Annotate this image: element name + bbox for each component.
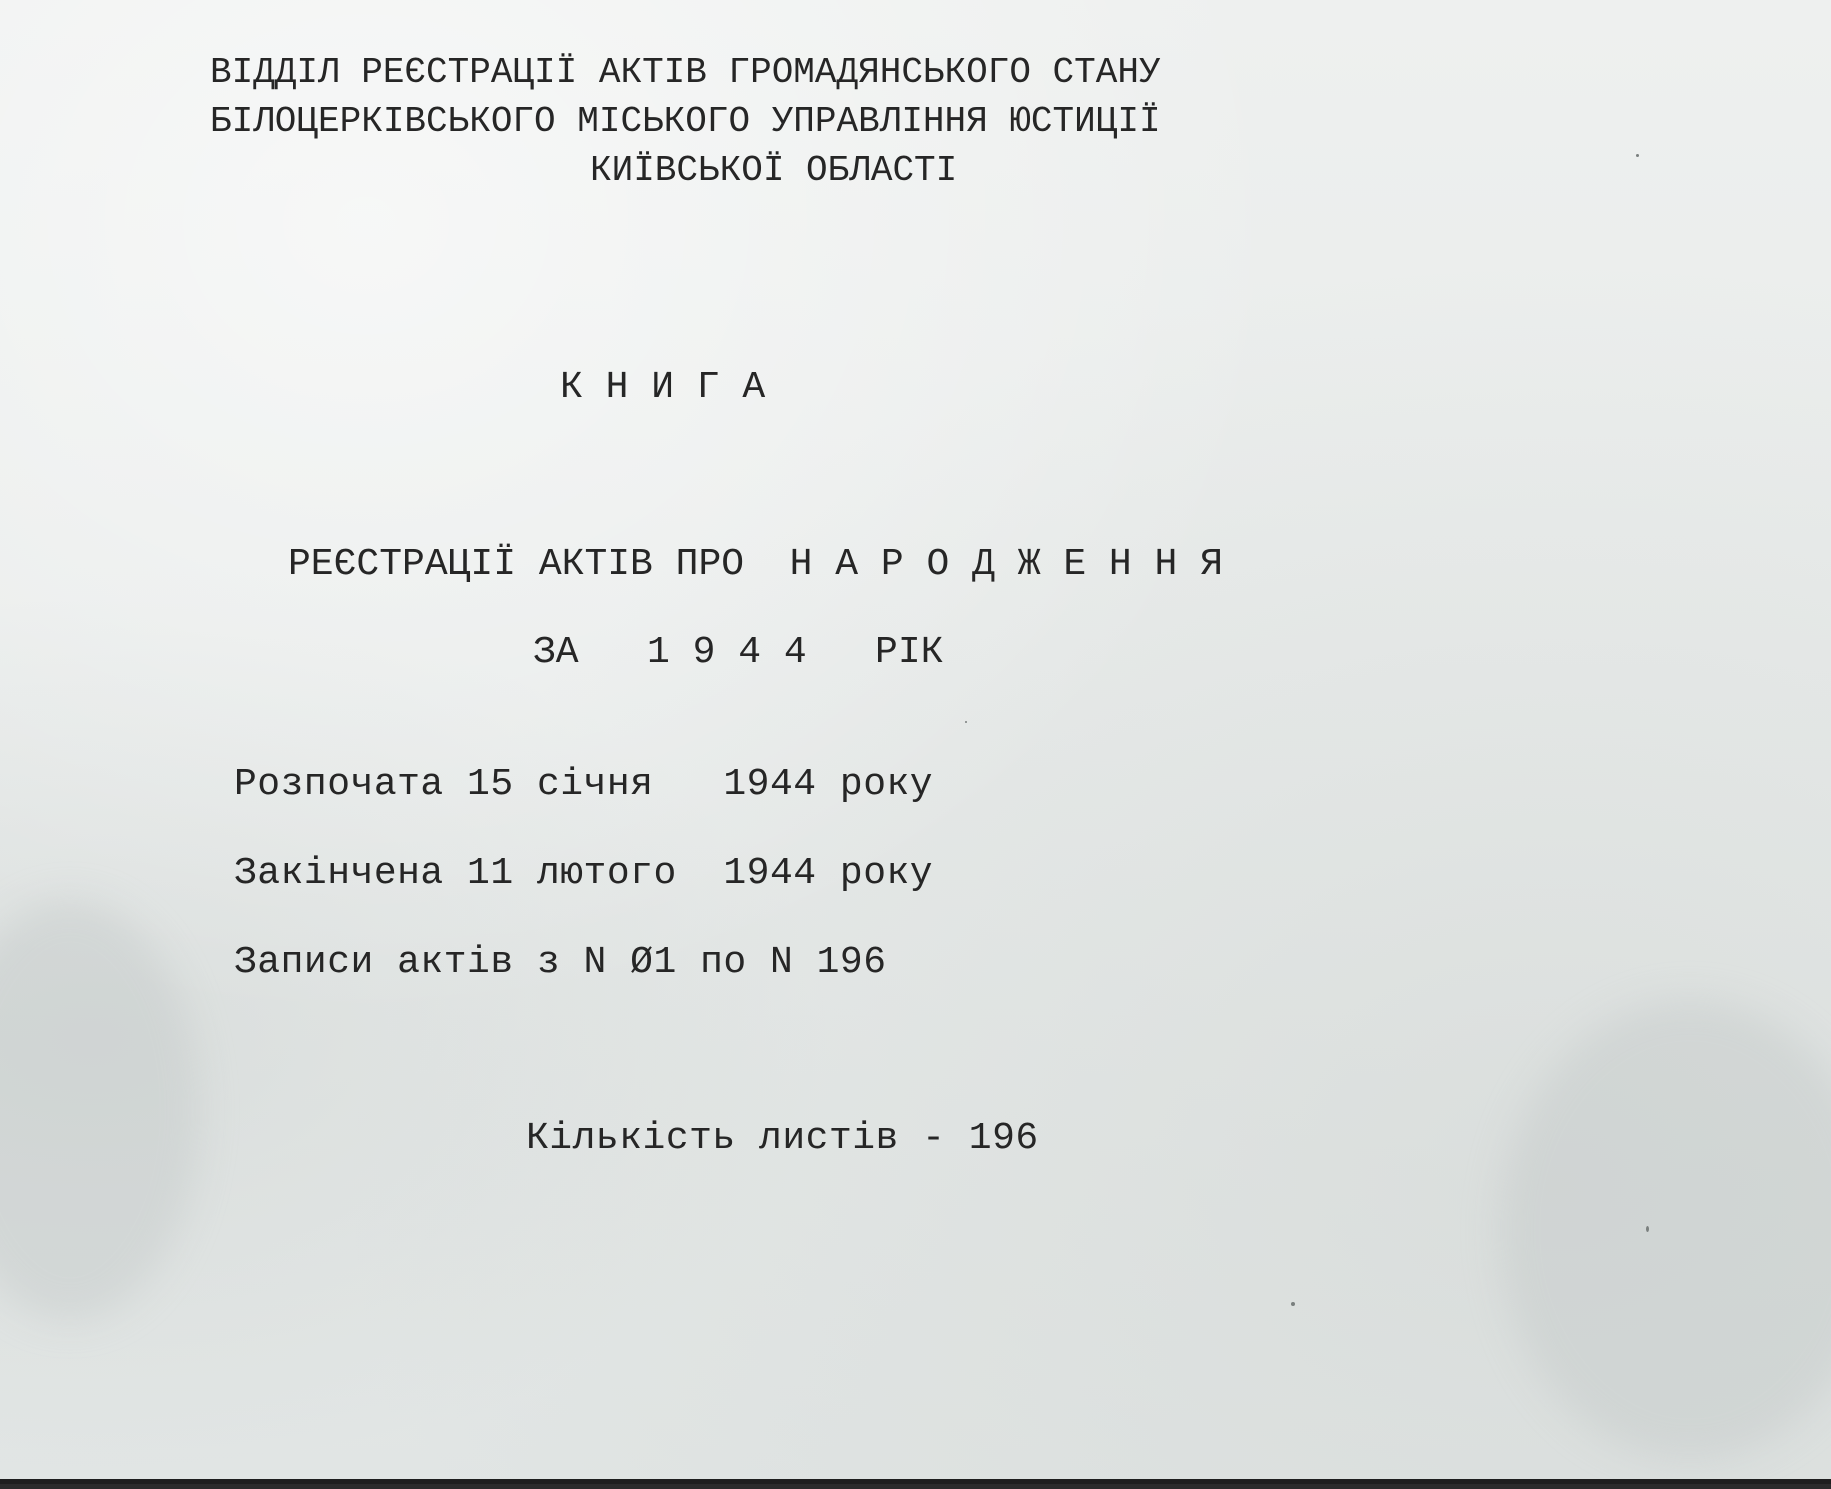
header-line-1: ВІДДІЛ РЕЄСТРАЦІЇ АКТІВ ГРОМАДЯНСЬКОГО СТАНУ xyxy=(210,52,1161,93)
page-bottom-edge xyxy=(0,1479,1831,1484)
paper-fleck xyxy=(1291,1302,1295,1306)
register-year: ЗА 1 9 4 4 РІК xyxy=(533,631,944,674)
header-line-2: БІЛОЦЕРКІВСЬКОГО МІСЬКОГО УПРАВЛІННЯ ЮСТИЦІЇ xyxy=(210,101,1161,142)
started-date: Розпочата 15 січня 1944 року xyxy=(234,763,934,806)
paper-fleck xyxy=(1636,154,1639,157)
record-range: Записи актів з N Ø1 по N 196 xyxy=(234,941,887,984)
header-line-3: КИЇВСЬКОЇ ОБЛАСТІ xyxy=(590,150,958,191)
book-title: К Н И Г А xyxy=(560,366,766,409)
paper-shading xyxy=(0,900,200,1320)
register-subject: РЕЄСТРАЦІЇ АКТІВ ПРО Н А Р О Д Ж Е Н Н Я xyxy=(288,543,1223,586)
paper-fleck xyxy=(1646,1226,1649,1232)
sheet-count: Кількість листів - 196 xyxy=(526,1117,1039,1160)
paper-fleck xyxy=(965,721,967,723)
paper-shading xyxy=(1500,1000,1831,1460)
finished-date: Закінчена 11 лютого 1944 року xyxy=(234,852,934,895)
